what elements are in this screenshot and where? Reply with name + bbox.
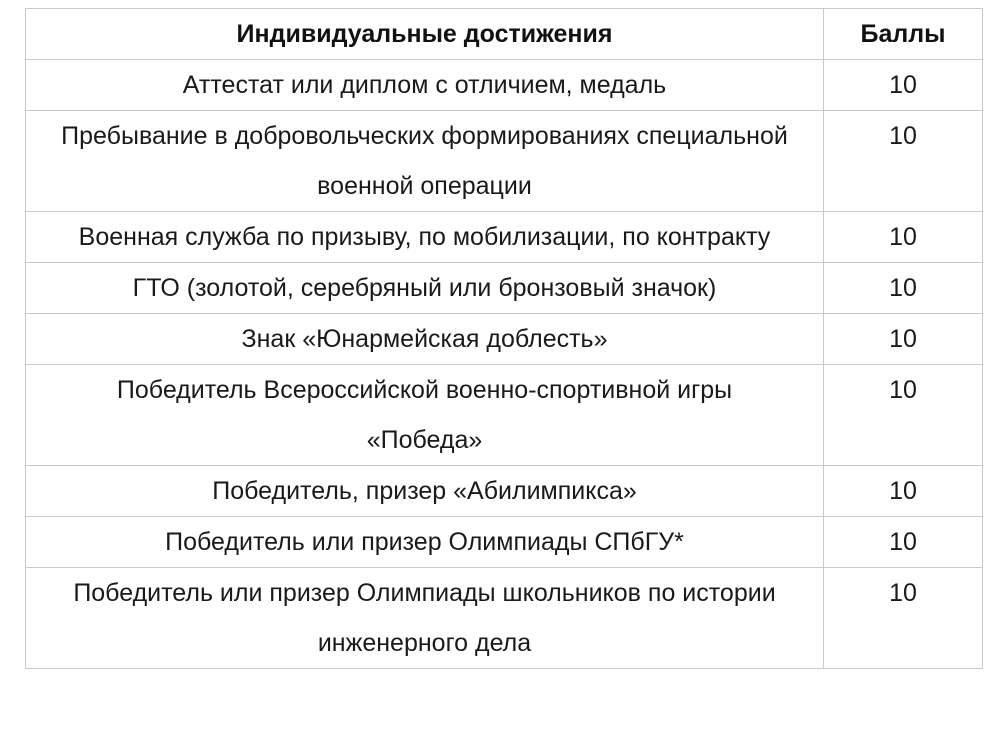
achievement-cell: Победитель, призер «Абилимпикса» [26,466,824,517]
score-cell: 10 [824,111,983,212]
score-cell: 10 [824,212,983,263]
achievements-table [25,8,983,669]
achievement-cell: Победитель или призер Олимпиады школьников по истории инженерного дела [26,568,824,669]
score-cell: 10 [824,568,983,669]
score-cell: 10 [824,60,983,111]
table-row [26,568,983,669]
table-row [26,60,983,111]
achievement-cell: Победитель или призер Олимпиады СПбГУ* [26,517,824,568]
achievement-cell: Пребывание в добровольческих формированиях специальной военной операции [26,111,824,212]
achievement-cell: Военная служба по призыву, по мобилизации, по контракту [26,212,824,263]
achievement-cell: Аттестат или диплом с отличием, медаль [26,60,824,111]
header-score: Баллы [824,9,983,60]
table-header-row [26,9,983,60]
score-cell: 10 [824,263,983,314]
score-cell: 10 [824,466,983,517]
achievement-cell: ГТО (золотой, серебряный или бронзовый значок) [26,263,824,314]
score-cell: 10 [824,517,983,568]
table-row [26,466,983,517]
table-row [26,365,983,466]
header-achievement: Индивидуальные достижения [26,9,824,60]
table-row [26,517,983,568]
table-row [26,263,983,314]
table-row [26,314,983,365]
score-cell: 10 [824,365,983,466]
achievement-cell: Знак «Юнармейская доблесть» [26,314,824,365]
achievement-cell: Победитель Всероссийской военно-спортивной игры «Победа» [26,365,824,466]
score-cell: 10 [824,314,983,365]
table-row [26,212,983,263]
table-row [26,111,983,212]
